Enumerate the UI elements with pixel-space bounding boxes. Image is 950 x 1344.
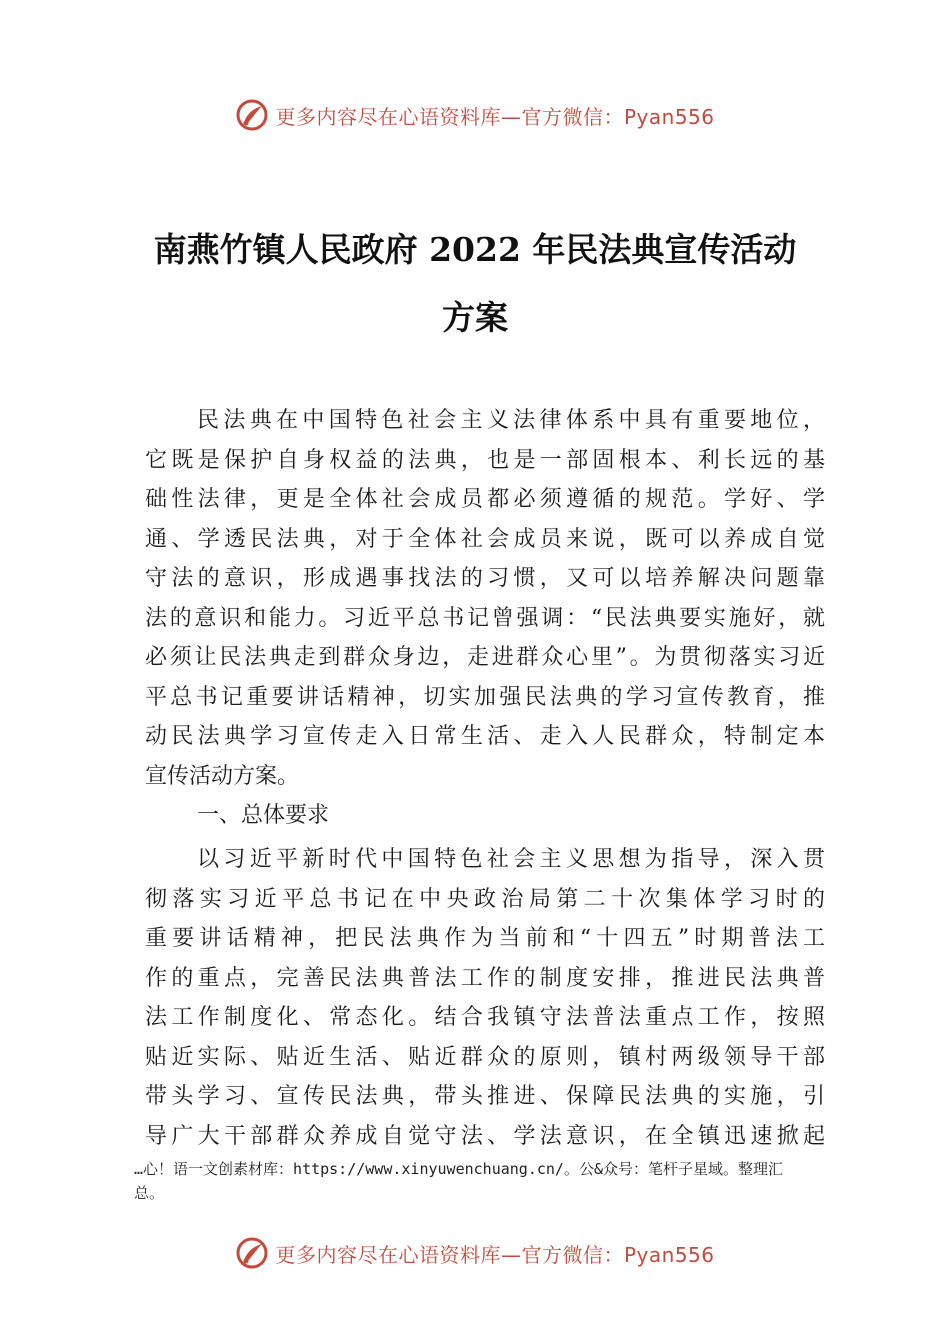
watermark-text: 更多内容尽在心语资料库—官方微信：Pyan556 (275, 1242, 715, 1267)
text-line: 作的重点，完善民法典普法工作的制度安排，推进民法典普 (145, 965, 825, 991)
section-heading (145, 796, 825, 836)
text-line: 彻落实习近平总书记在中央政治局第二十次集体学习时的 (145, 886, 825, 912)
footer-watermark (0, 1233, 950, 1273)
text-line: 贴近实际、贴近生活、贴近群众的原则，镇村两级领导干部 (145, 1044, 825, 1070)
text-line: 平总书记重要讲话精神，切实加强民法典的学习宣传教育，推 (145, 684, 825, 710)
text-line: 宣传活动方案。 (145, 763, 300, 789)
text-line: 法工作制度化、常态化。结合我镇守法普法重点工作，按照 (145, 1005, 825, 1030)
text-line: 重要讲话精神，把民法典作为当前和“十四五”时期普法工 (145, 926, 825, 951)
section-heading-text: 一、总体要求 (197, 803, 330, 828)
text-line: 动民法典学习宣传走入日常生活、走入人民群众，特制定本 (145, 724, 825, 749)
text-line: 通、学透民法典，对于全体社会成员来说，既可以养成自觉 (145, 526, 825, 552)
text-line: 导广大干部群众养成自觉守法、学法意识，在全镇迅速掀起 (145, 1123, 825, 1149)
text-line: 法的意识和能力。习近平总书记曾强调：“民法典要实施好，就 (145, 605, 825, 631)
footnote-line: …心！语一文创素材库：https://www.xinyuwenchuang.cn/。公&众号：笔杆子星域。整理汇 (134, 1160, 783, 1178)
header-watermark (0, 95, 950, 135)
intro-paragraph (145, 401, 825, 796)
text-line: 必须让民法典走到群众身边，走进群众心里”。为贯彻落实习近 (145, 645, 825, 670)
text-line: 守法的意识，形成遇事找法的习惯，又可以培养解决问题靠 (145, 566, 825, 591)
text-line: 以习近平新时代中国特色社会主义思想为指导，深入贯 (197, 847, 825, 872)
document-title-line-2: 方案 (442, 298, 508, 337)
brush-logo-icon (235, 1236, 269, 1270)
text-line: 它既是保护自身权益的法典，也是一部固根本、利长远的基 (145, 447, 825, 473)
text-line: 础性法律，更是全体社会成员都必须遵循的规范。学好、学 (145, 487, 825, 512)
footnote-line: 总。 (134, 1184, 165, 1202)
text-line: 带头学习、宣传民法典，带头推进、保障民法典的实施，引 (145, 1084, 825, 1109)
requirements-paragraph (145, 840, 825, 1156)
text-line: 民法典在中国特色社会主义法律体系中具有重要地位， (197, 408, 825, 433)
watermark-text: 更多内容尽在心语资料库—官方微信：Pyan556 (275, 104, 715, 129)
document-title-line-1: 南燕竹镇人民政府 2022 年民法典宣传活动 (153, 230, 797, 269)
brush-logo-icon (235, 98, 269, 132)
footnote (134, 1157, 834, 1205)
